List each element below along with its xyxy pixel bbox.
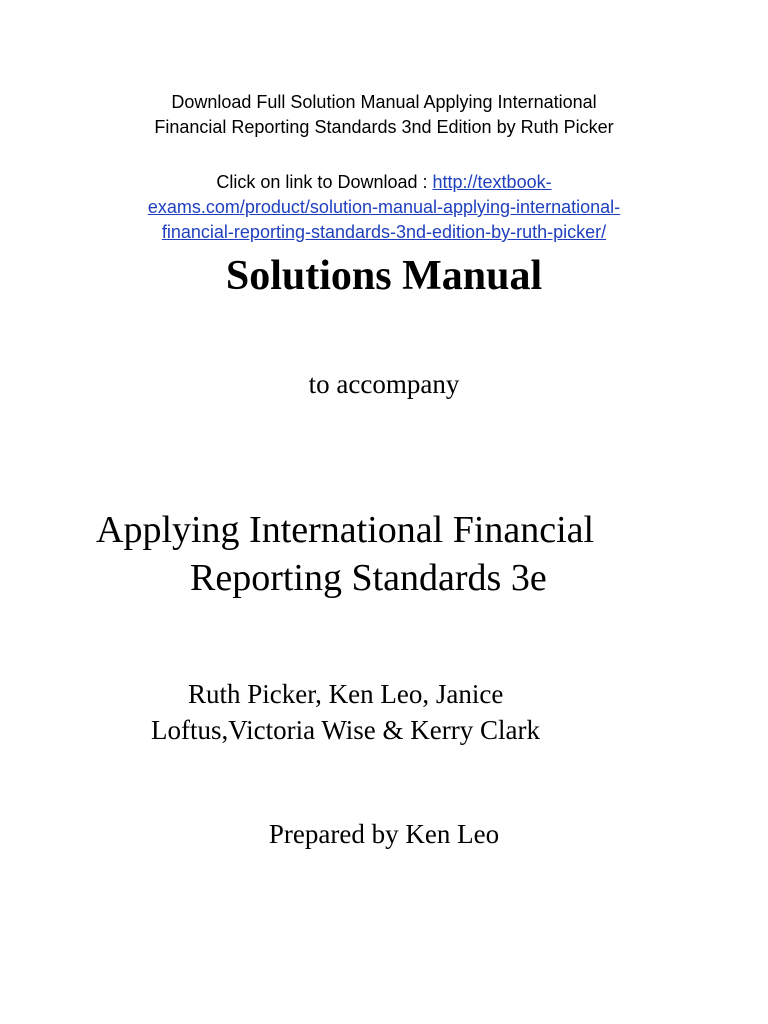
authors-line-2: Loftus,Victoria Wise & Kerry Clark [151, 715, 540, 745]
accompany-text: to accompany [308, 369, 460, 399]
authors [0, 676, 768, 748]
download-link-block [0, 170, 768, 245]
book-title [0, 506, 768, 602]
download-prefix: Click on link to Download : [216, 172, 433, 192]
authors-line-1: Ruth Picker, Ken Leo, Janice [188, 679, 504, 709]
download-header-note [0, 90, 768, 140]
download-line-3 [0, 220, 768, 245]
prepared-by: Prepared by Ken Leo [268, 819, 500, 849]
book-title-line-1: Applying International Financial [96, 509, 595, 551]
header-line-1: Download Full Solution Manual Applying International [171, 92, 597, 112]
header-line-2: Financial Reporting Standards 3nd Edition by Ruth Picker [154, 117, 614, 137]
document-title: Solutions Manual [225, 253, 543, 299]
book-title-line-2: Reporting Standards 3e [190, 557, 547, 599]
download-link-part-3[interactable]: financial-reporting-standards-3nd-edition-by-ruth-picker/ [161, 222, 607, 242]
download-line-2 [0, 195, 768, 220]
download-line-1 [0, 170, 768, 195]
download-link-part-1[interactable]: http://textbook- [432, 172, 552, 192]
download-link-part-2[interactable]: exams.com/product/solution-manual-applying-international- [147, 197, 621, 217]
